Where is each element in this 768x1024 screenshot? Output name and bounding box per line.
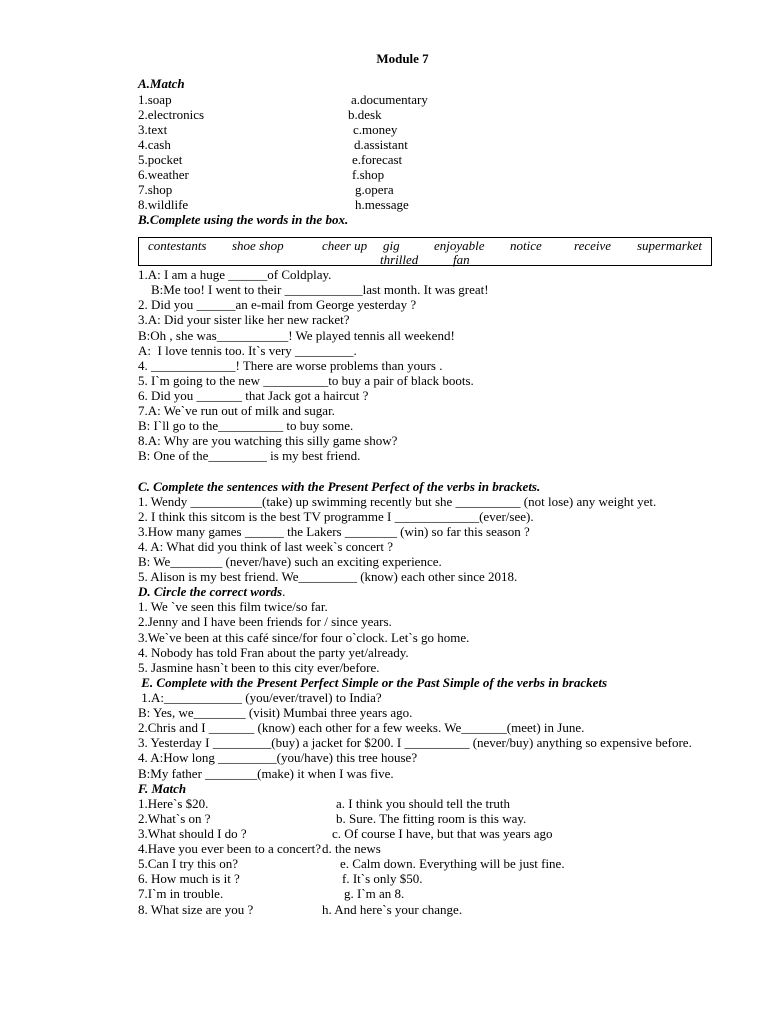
exercise-d-line: 2.Jenny and I have been friends for / since years.	[138, 614, 392, 629]
section-b-heading: B.Complete using the words in the box.	[138, 212, 349, 227]
match-a-right-f: f.shop	[352, 167, 385, 182]
match-f-right-d: d. the news	[322, 841, 381, 856]
exercise-e-line: B: Yes, we________ (visit) Mumbai three years ago.	[138, 705, 413, 720]
match-f-right-b: b. Sure. The fitting room is this way.	[336, 811, 527, 826]
match-a-right-a: a.documentary	[351, 92, 428, 107]
match-f-right-a: a. I think you should tell the truth	[336, 796, 511, 811]
section-d-heading-row	[138, 584, 285, 599]
match-a-left-3: 3.text	[138, 122, 168, 137]
exercise-b-line: 3.A: Did your sister like her new racket?	[138, 312, 350, 327]
word-box-item: cheer up	[322, 238, 368, 253]
exercise-b-line: 6. Did you _______ that Jack got a haircut ?	[138, 388, 369, 403]
match-a-left-7: 7.shop	[138, 182, 173, 197]
section-f-heading: F. Match	[138, 781, 187, 796]
match-f-right-c: c. Of course I have, but that was years ago	[332, 826, 553, 841]
section-d-heading: D. Circle the correct words	[138, 584, 283, 599]
word-box-item: notice	[510, 238, 542, 253]
match-f-right-e: e. Calm down. Everything will be just fine.	[340, 856, 565, 871]
match-f-left-8: 8. What size are you ?	[138, 902, 254, 917]
exercise-b-line: 8.A: Why are you watching this silly game show?	[138, 433, 398, 448]
word-box-item: contestants	[148, 238, 207, 253]
exercise-b-line: B: One of the_________ is my best friend.	[138, 448, 361, 463]
exercise-d-line: 5. Jasmine hasn`t been to this city ever/before.	[138, 660, 380, 675]
word-box-item: fan	[453, 252, 470, 267]
match-a-right-e: e.forecast	[352, 152, 403, 167]
match-f-left-5: 5.Can I try this on?	[138, 856, 239, 871]
exercise-c-line: 2. I think this sitcom is the best TV programme I _____________(ever/see).	[138, 509, 534, 524]
match-a-right-d: d.assistant	[354, 137, 408, 152]
section-d-heading-tail: .	[282, 584, 286, 599]
word-box	[138, 237, 712, 266]
match-a-right-g: g.opera	[355, 182, 394, 197]
exercise-c-line: 1. Wendy ___________(take) up swimming recently but she __________ (not lose) any weight yet.	[138, 494, 657, 509]
section-e-heading: E. Complete with the Present Perfect Simple or the Past Simple of the verbs in brackets	[138, 675, 608, 690]
exercise-b-line: 2. Did you ______an e-mail from George yesterday ?	[138, 297, 417, 312]
exercise-e-line: 3. Yesterday I _________(buy) a jacket for $200. I __________ (never/buy) anything so expensive before.	[138, 735, 692, 750]
match-a-left-1: 1.soap	[138, 92, 172, 107]
exercise-b-line: B:Me too! I went to their ____________last month. It was great!	[138, 282, 489, 297]
match-a-left-5: 5.pocket	[138, 152, 183, 167]
exercise-b-line: A: I love tennis too. It`s very _________.	[138, 343, 357, 358]
match-f-left-2: 2.What`s on ?	[138, 811, 211, 826]
match-f-right-g: g. I`m an 8.	[344, 886, 405, 901]
match-f-right-h: h. And here`s your change.	[322, 902, 463, 917]
exercise-e-line: 1.A:____________ (you/ever/travel) to India?	[138, 690, 382, 705]
match-f-left-4: 4.Have you ever been to a concert?	[138, 841, 321, 856]
match-a-right-c: c.money	[353, 122, 398, 137]
exercise-e-line: B:My father ________(make) it when I was five.	[138, 766, 394, 781]
word-box-item: shoe shop	[232, 238, 284, 253]
section-a-heading: A.Match	[138, 76, 185, 91]
exercise-c-line: 5. Alison is my best friend. We_________ (know) each other since 2018.	[138, 569, 518, 584]
match-a-left-4: 4.cash	[138, 137, 171, 152]
exercise-c-line: 4. A: What did you think of last week`s concert ?	[138, 539, 394, 554]
exercise-c-line: 3.How many games ______ the Lakers ________ (win) so far this season ?	[138, 524, 530, 539]
exercise-d-line: 4. Nobody has told Fran about the party yet/already.	[138, 645, 409, 660]
word-box-item: thrilled	[380, 252, 419, 267]
match-f-right-f: f. It`s only $50.	[342, 871, 423, 886]
exercise-e-line: 4. A:How long _________(you/have) this tree house?	[138, 750, 418, 765]
exercise-b-line: 7.A: We`ve run out of milk and sugar.	[138, 403, 335, 418]
match-f-left-3: 3.What should I do ?	[138, 826, 247, 841]
page-title: Module 7	[376, 51, 429, 66]
exercise-b-line: 4. _____________! There are worse problems than yours .	[138, 358, 443, 373]
exercise-b-line: B: I`ll go to the__________ to buy some.	[138, 418, 354, 433]
exercise-d-line: 3.We`ve been at this café since/for four o`clock. Let`s go home.	[138, 630, 470, 645]
exercise-b-line: B:Oh , she was___________! We played tennis all weekend!	[138, 328, 455, 343]
match-f-left-1: 1.Here`s $20.	[138, 796, 209, 811]
exercise-e-line: 2.Chris and I _______ (know) each other for a few weeks. We_______(meet) in June.	[138, 720, 585, 735]
word-box-item: enjoyable	[434, 238, 485, 253]
match-a-left-6: 6.weather	[138, 167, 189, 182]
match-a-right-b: b.desk	[348, 107, 382, 122]
word-box-item: supermarket	[637, 238, 702, 253]
word-box-item: receive	[574, 238, 612, 253]
exercise-b-line: 1.A: I am a huge ______of Coldplay.	[138, 267, 332, 282]
section-c-heading: C. Complete the sentences with the Present Perfect of the verbs in brackets.	[138, 479, 541, 494]
word-box-item: gig	[383, 238, 400, 253]
match-f-left-7: 7.I`m in trouble.	[138, 886, 224, 901]
exercise-b-line: 5. I`m going to the new __________to buy a pair of black boots.	[138, 373, 474, 388]
exercise-d-line: 1. We `ve seen this film twice/so far.	[138, 599, 328, 614]
exercise-c-line: B: We________ (never/have) such an exciting experience.	[138, 554, 442, 569]
match-a-left-2: 2.electronics	[138, 107, 205, 122]
match-a-left-8: 8.wildlife	[138, 197, 189, 212]
match-f-left-6: 6. How much is it ?	[138, 871, 240, 886]
match-a-right-h: h.message	[355, 197, 409, 212]
